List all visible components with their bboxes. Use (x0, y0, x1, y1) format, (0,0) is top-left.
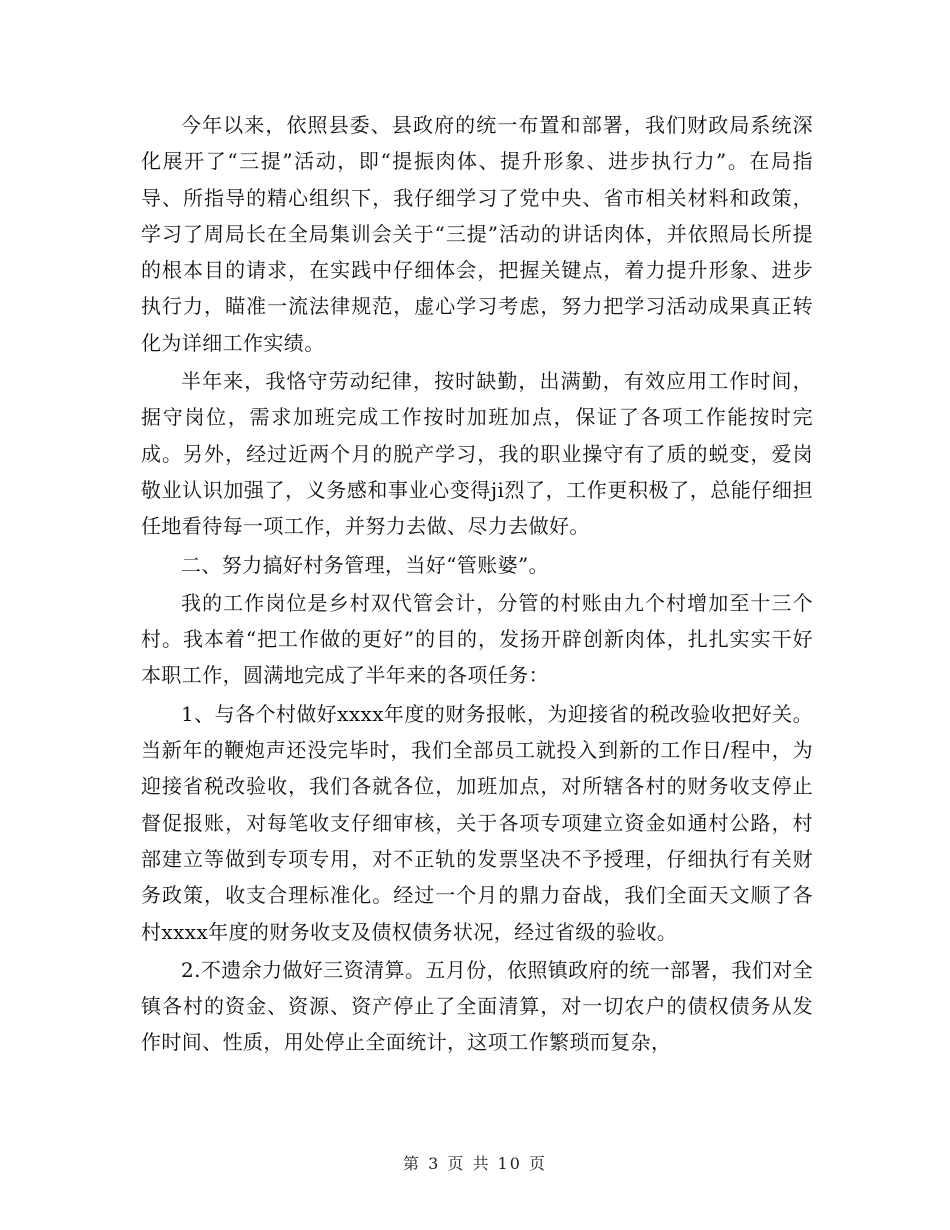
paragraph-job-position: 我的工作岗位是乡村双代管会计，分管的村账由九个村增加至十三个村。我本着“把工作做的更好”的目的，发扬开辟创新肉体，扎扎实实干好本职工作，圆满地完成了半年来的各项任务： (141, 590, 813, 688)
document-body (141, 107, 813, 1061)
paragraph-item-2: 2.不遗余力做好三资清算。五月份，依照镇政府的统一部署，我们对全镇各村的资金、资源、资产停止了全面清算，对一切农户的债权债务从发作时间、性质，用处停止全面统计，这项工作繁琐而复杂， (141, 957, 813, 1055)
paragraph-intro: 今年以来，依照县委、县政府的统一布置和部署，我们财政局系统深化展开了“三提”活动，即“提振肉体、提升形象、进步执行力”。在局指导、所指导的精心组织下，我仔细学习了党中央、省市相关材料和政策，学习了周局长在全局集训会关于“三提”活动的讲话肉体，并依照局长所提的根本目的请求，在实践中仔细体会，把握关键点，着力提升形象、进步执行力，瞄准一流法律规范，虚心学习考虑，努力把学习活动成果真正转化为详细工作实绩。 (141, 113, 813, 355)
page-number-footer: 第 3 页 共 10 页 (403, 1154, 547, 1173)
paragraph-work-discipline: 半年来，我恪守劳动纪律，按时缺勤，出满勤，有效应用工作时间，据守岗位，需求加班完成工作按时加班加点，保证了各项工作能按时完成。另外，经过近两个月的脱产学习，我的职业操守有了质的蜕变，爱岗敬业认识加强了，义务感和事业心变得ji烈了，工作更积极了，总能仔细担任地看待每一项工作，并努力去做、尽力去做好。 (141, 369, 813, 539)
paragraph-item-1: 1、与各个村做好xxxx年度的财务报帐，为迎接省的税改验收把好关。当新年的鞭炮声还没完毕时，我们全部员工就投入到新的工作日/程中，为迎接省税改验收，我们各就各位，加班加点，对所辖各村的财务收支停止督促报账，对每笔收支仔细审核，关于各项专项建立资金如通村公路，村部建立等做到专项专用，对不正轨的发票坚决不予授理，仔细执行有关财务政策，收支合理标准化。经过一个月的鼎力奋战，我们全面天文顺了各村xxxx年度的财务收支及债权债务状况，经过省级的验收。 (141, 701, 813, 944)
section-heading-village-affairs: 二、努力搞好村务管理，当好“管账婆”。 (181, 552, 550, 577)
